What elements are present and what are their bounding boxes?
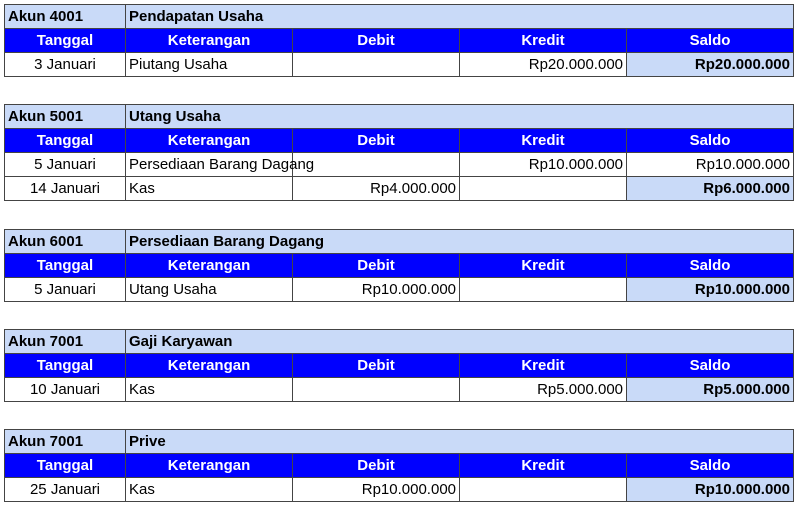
table-row	[5, 478, 794, 502]
column-header-desc[interactable]: Keterangan	[126, 29, 293, 53]
ledger-table	[4, 104, 794, 201]
column-header-credit[interactable]: Kredit	[460, 254, 627, 278]
account-name-cell[interactable]: Persediaan Barang Dagang	[126, 230, 794, 254]
column-header-date[interactable]: Tanggal	[5, 454, 126, 478]
table-row	[5, 378, 794, 402]
date-cell[interactable]: 5 Januari	[5, 153, 126, 177]
column-header-date[interactable]: Tanggal	[5, 29, 126, 53]
column-header-debit[interactable]: Debit	[293, 129, 460, 153]
column-header-debit[interactable]: Debit	[293, 254, 460, 278]
column-header-saldo[interactable]: Saldo	[627, 354, 794, 378]
credit-cell[interactable]: Rp20.000.000	[460, 53, 627, 77]
account-row	[5, 430, 794, 454]
date-cell[interactable]: 5 Januari	[5, 278, 126, 302]
desc-cell[interactable]: Kas	[126, 478, 293, 502]
credit-cell[interactable]	[460, 478, 627, 502]
column-header-row	[5, 29, 794, 53]
ledger-table	[4, 4, 794, 77]
desc-cell[interactable]: Kas	[126, 378, 293, 402]
account-row	[5, 105, 794, 129]
table-row	[5, 153, 794, 177]
column-header-saldo[interactable]: Saldo	[627, 129, 794, 153]
column-header-credit[interactable]: Kredit	[460, 129, 627, 153]
column-header-date[interactable]: Tanggal	[5, 354, 126, 378]
saldo-cell[interactable]: Rp10.000.000	[627, 153, 794, 177]
date-cell[interactable]: 10 Januari	[5, 378, 126, 402]
column-header-debit[interactable]: Debit	[293, 454, 460, 478]
column-header-row	[5, 254, 794, 278]
column-header-saldo[interactable]: Saldo	[627, 29, 794, 53]
ledger-table	[4, 329, 794, 402]
column-header-credit[interactable]: Kredit	[460, 454, 627, 478]
desc-cell[interactable]: Utang Usaha	[126, 278, 293, 302]
column-header-debit[interactable]: Debit	[293, 29, 460, 53]
debit-cell[interactable]	[293, 153, 460, 177]
desc-cell[interactable]: Kas	[126, 177, 293, 201]
ledger-table	[4, 429, 794, 502]
account-code-cell[interactable]: Akun 5001	[5, 105, 126, 129]
date-cell[interactable]: 14 Januari	[5, 177, 126, 201]
account-code-cell[interactable]: Akun 6001	[5, 230, 126, 254]
column-header-saldo[interactable]: Saldo	[627, 254, 794, 278]
account-name-cell[interactable]: Gaji Karyawan	[126, 330, 794, 354]
account-code-cell[interactable]: Akun 7001	[5, 430, 126, 454]
desc-cell[interactable]: Piutang Usaha	[126, 53, 293, 77]
column-header-row	[5, 454, 794, 478]
column-header-row	[5, 354, 794, 378]
account-row	[5, 330, 794, 354]
account-name-cell[interactable]: Pendapatan Usaha	[126, 5, 794, 29]
column-header-row	[5, 129, 794, 153]
ledger-table	[4, 229, 794, 302]
credit-cell[interactable]: Rp10.000.000	[460, 153, 627, 177]
column-header-desc[interactable]: Keterangan	[126, 254, 293, 278]
saldo-cell[interactable]: Rp20.000.000	[627, 53, 794, 77]
column-header-date[interactable]: Tanggal	[5, 129, 126, 153]
column-header-date[interactable]: Tanggal	[5, 254, 126, 278]
account-name-cell[interactable]: Utang Usaha	[126, 105, 794, 129]
credit-cell[interactable]: Rp5.000.000	[460, 378, 627, 402]
desc-cell[interactable]: Persediaan Barang Dagang	[126, 153, 293, 177]
saldo-cell[interactable]: Rp5.000.000	[627, 378, 794, 402]
column-header-saldo[interactable]: Saldo	[627, 454, 794, 478]
date-cell[interactable]: 3 Januari	[5, 53, 126, 77]
saldo-cell[interactable]: Rp6.000.000	[627, 177, 794, 201]
column-header-debit[interactable]: Debit	[293, 354, 460, 378]
column-header-desc[interactable]: Keterangan	[126, 354, 293, 378]
account-row	[5, 230, 794, 254]
date-cell[interactable]: 25 Januari	[5, 478, 126, 502]
column-header-credit[interactable]: Kredit	[460, 29, 627, 53]
account-row	[5, 5, 794, 29]
debit-cell[interactable]: Rp10.000.000	[293, 478, 460, 502]
account-name-cell[interactable]: Prive	[126, 430, 794, 454]
table-row	[5, 53, 794, 77]
debit-cell[interactable]: Rp4.000.000	[293, 177, 460, 201]
column-header-desc[interactable]: Keterangan	[126, 129, 293, 153]
debit-cell[interactable]: Rp10.000.000	[293, 278, 460, 302]
debit-cell[interactable]	[293, 53, 460, 77]
saldo-cell[interactable]: Rp10.000.000	[627, 478, 794, 502]
table-row	[5, 278, 794, 302]
account-code-cell[interactable]: Akun 4001	[5, 5, 126, 29]
debit-cell[interactable]	[293, 378, 460, 402]
saldo-cell[interactable]: Rp10.000.000	[627, 278, 794, 302]
credit-cell[interactable]	[460, 177, 627, 201]
column-header-credit[interactable]: Kredit	[460, 354, 627, 378]
account-code-cell[interactable]: Akun 7001	[5, 330, 126, 354]
table-row	[5, 177, 794, 201]
column-header-desc[interactable]: Keterangan	[126, 454, 293, 478]
credit-cell[interactable]	[460, 278, 627, 302]
